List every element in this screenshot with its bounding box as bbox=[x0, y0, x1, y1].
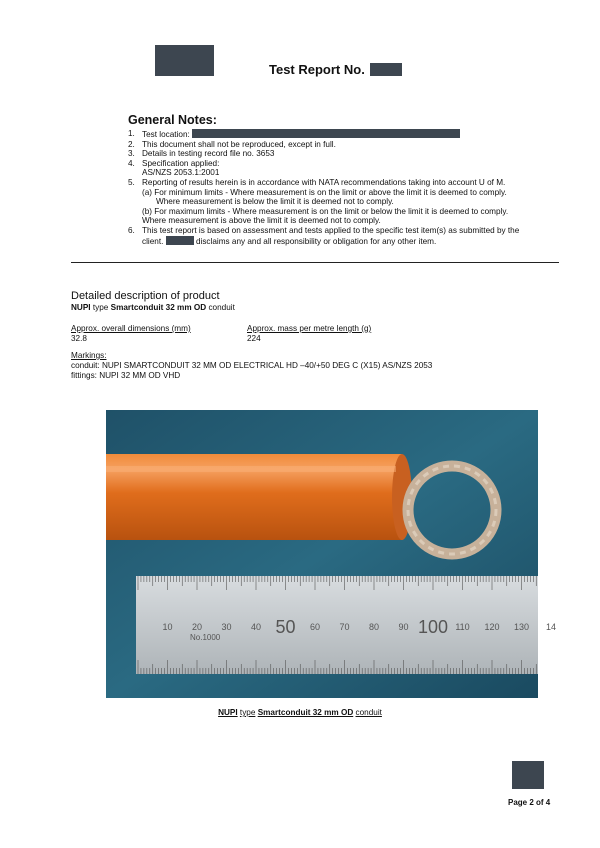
ruler-label: 90 bbox=[398, 622, 409, 632]
ruler-label: 20 bbox=[191, 622, 203, 632]
product-name: NUPI type Smartconduit 32 mm OD conduit bbox=[71, 303, 235, 312]
markings-fittings: fittings: NUPI 32 MM OD VHD bbox=[71, 371, 181, 380]
report-title-text: Test Report No. bbox=[269, 62, 365, 77]
page-number: Page 2 of 4 bbox=[508, 798, 551, 807]
ruler-label: 40 bbox=[250, 622, 262, 632]
ruler-label: 100 bbox=[417, 617, 449, 637]
note-4-spec: AS/NZS 2053.1:2001 bbox=[142, 168, 220, 178]
redacted-logo bbox=[155, 45, 214, 76]
note-5a: (a) For minimum limits - Where measurement is on the limit or above the limit it is deemed to comply. bbox=[142, 187, 507, 197]
note-5b-cont: Where measurement is above the limit it is deemed not to comply. bbox=[142, 216, 381, 226]
photo-caption: NUPI type Smartconduit 32 mm OD conduit bbox=[218, 708, 382, 717]
note-3: 3. Details in testing record file no. 3653 bbox=[128, 149, 275, 159]
ruler-label: 130 bbox=[513, 622, 530, 632]
conduit-pipe bbox=[106, 454, 412, 540]
ruler-label: 10 bbox=[162, 622, 173, 632]
ruler-label: 14 bbox=[545, 622, 557, 632]
dimensions-table bbox=[71, 324, 551, 344]
ruler-label: 120 bbox=[484, 622, 500, 632]
ruler-model-number: No.1000 bbox=[190, 633, 221, 642]
note-5b: (b) For maximum limits - Where measurement is on the limit or below the limit it is deemed to comply. bbox=[142, 206, 509, 216]
note-4: 4. Specification applied: bbox=[128, 158, 220, 168]
mass-value: 224 bbox=[247, 334, 261, 343]
note-1: 1. Test location: bbox=[128, 129, 568, 140]
mass-label: Approx. mass per metre length (g) bbox=[247, 324, 372, 333]
product-photo bbox=[106, 410, 557, 698]
dimensions-label: Approx. overall dimensions (mm) bbox=[71, 324, 191, 333]
report-title bbox=[269, 62, 402, 77]
dimensions-value: 32.8 bbox=[71, 334, 87, 343]
ruler-label: 70 bbox=[339, 622, 350, 632]
product-description bbox=[71, 290, 551, 381]
steel-ruler bbox=[136, 576, 556, 674]
ruler-label: 30 bbox=[221, 622, 232, 632]
note-6: 6. This test report is based on assessment and tests applied to the specific test item(s) as submitted by the bbox=[128, 225, 520, 235]
ruler-label: 80 bbox=[368, 622, 380, 632]
note-5a-cont: Where measurement is below the limit it is deemed not to comply. bbox=[156, 197, 394, 207]
redacted-stamp bbox=[512, 761, 544, 789]
section-divider bbox=[71, 262, 559, 263]
ruler-label: 50 bbox=[275, 617, 296, 637]
ruler-label: 60 bbox=[309, 622, 321, 632]
redacted-company bbox=[166, 236, 194, 245]
note-2: 2. This document shall not be reproduced, except in full. bbox=[128, 139, 336, 149]
ruler-label: 110 bbox=[455, 622, 470, 632]
redacted-location bbox=[192, 129, 460, 138]
note-6-cont: client. disclaims any and all responsibility or obligation for any other item. bbox=[142, 236, 437, 246]
markings-conduit: conduit: NUPI SMARTCONDUIT 32 MM OD ELECTRICAL HD –40/+50 DEG C (X15) AS/NZS 2053 bbox=[71, 361, 433, 370]
note-5: 5. Reporting of results herein is in accordance with NATA recommendations taking into account U of M. bbox=[128, 177, 506, 187]
general-notes-heading: General Notes: bbox=[128, 113, 217, 127]
redacted-report-number bbox=[370, 63, 402, 76]
markings-label: Markings: bbox=[71, 351, 107, 360]
general-notes bbox=[128, 113, 568, 246]
product-heading: Detailed description of product bbox=[71, 290, 220, 302]
